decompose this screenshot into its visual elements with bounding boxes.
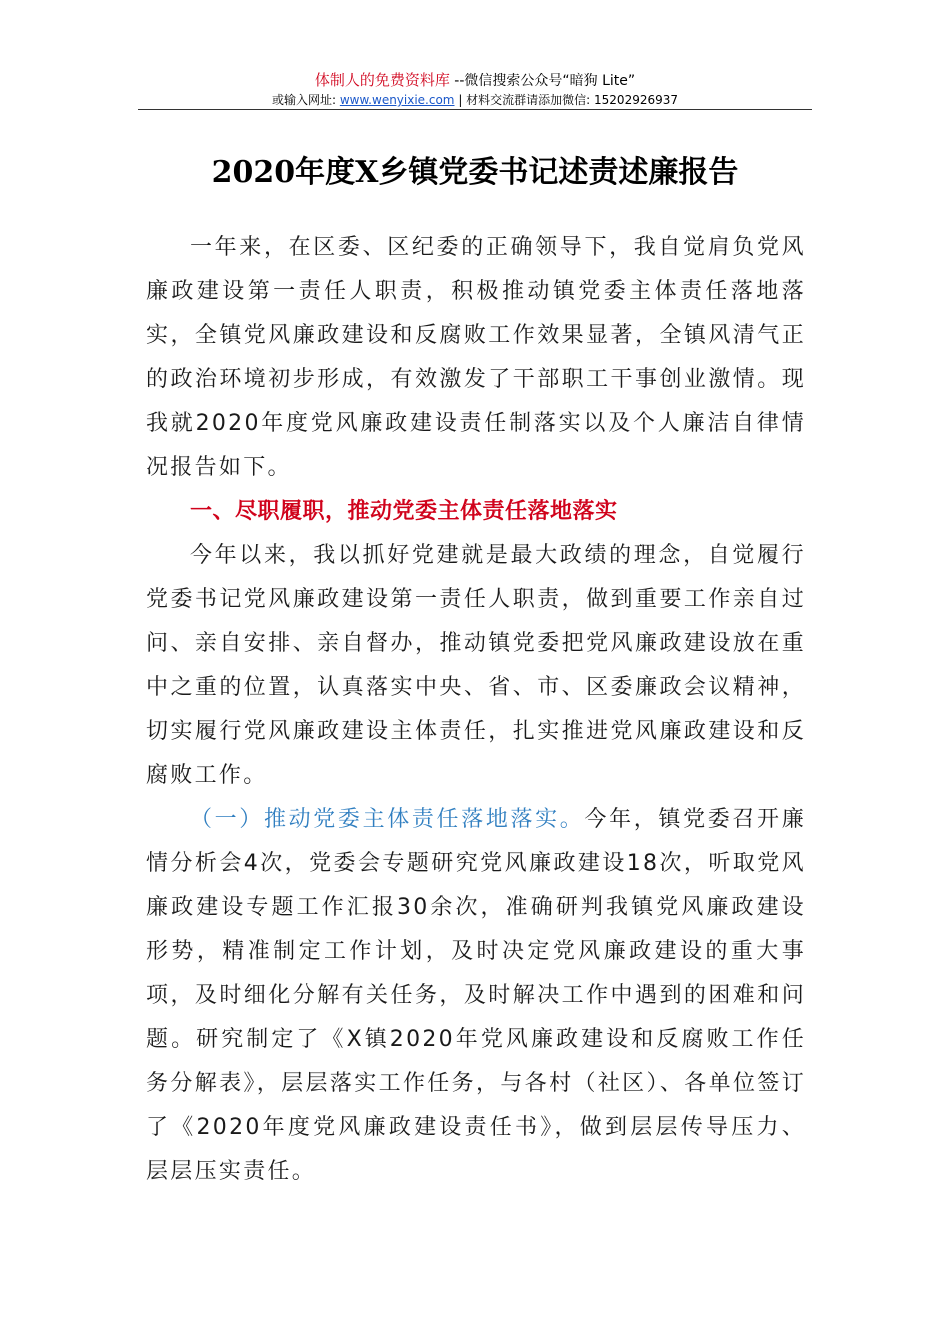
subsection-1-heading: （一）推动党委主体责任落地落实。: [190, 807, 585, 832]
header-brand: 体制人的免费资料库: [314, 71, 450, 89]
document-title: 2020年度X乡镇党委书记述责述廉报告: [211, 155, 739, 190]
section-1-heading: 一、尽职履职，推动党委主体责任落地落实: [190, 499, 618, 524]
section-1-paragraph: 今年以来，我以抓好党建就是最大政绩的理念，自觉履行党委书记党风廉政建设第一责任人职责，做到重要工作亲自过问、亲自安排、亲自督办，推动镇党委把党风廉政建设放在重中之重的位置，认真落实中央、省、市、区委廉政会议精神，切实履行党风廉政建设主体责任，扎实推进党风廉政建设和反腐败工作。: [146, 543, 806, 788]
header-url-prefix: 或输入网址:: [271, 93, 340, 107]
header-url-link[interactable]: www.wenyixie.com: [339, 93, 455, 107]
subsection-1-text: 今年，镇党委召开廉情分析会4次，党委会专题研究党风廉政建设18次，听取党风廉政建设专题工作汇报30余次，准确研判我镇党风廉政建设形势，精准制定工作计划，及时决定党风廉政建设的重大事项，及时细化分解有关任务，及时解决工作中遇到的困难和问题。研究制定了《X镇2020年党风廉政建设和反腐败工作任务分解表》，层层落实工作任务，与各村（社区）、各单位签订了《2020年度党风廉政建设责任书》，做到层层传导压力、层层压实责任。: [146, 807, 806, 1184]
subsection-1-paragraph: [146, 798, 806, 1194]
header-contact: | 材料交流群请添加微信: 15202926937: [454, 93, 679, 107]
header-line-2: [138, 91, 812, 109]
header-tagline: --微信搜索公众号“暗狗 Lite”: [449, 73, 636, 89]
document-body: [146, 226, 806, 1194]
page-header: [138, 70, 812, 109]
header-divider: [138, 109, 812, 110]
intro-paragraph: 一年来，在区委、区纪委的正确领导下，我自觉肩负党风廉政建设第一责任人职责，积极推动镇党委主体责任落地落实，全镇党风廉政建设和反腐败工作效果显著，全镇风清气正的政治环境初步形成，有效激发了干部职工干事创业激情。现我就2020年度党风廉政建设责任制落实以及个人廉洁自律情况报告如下。: [146, 235, 806, 480]
header-line-1: [138, 70, 812, 91]
